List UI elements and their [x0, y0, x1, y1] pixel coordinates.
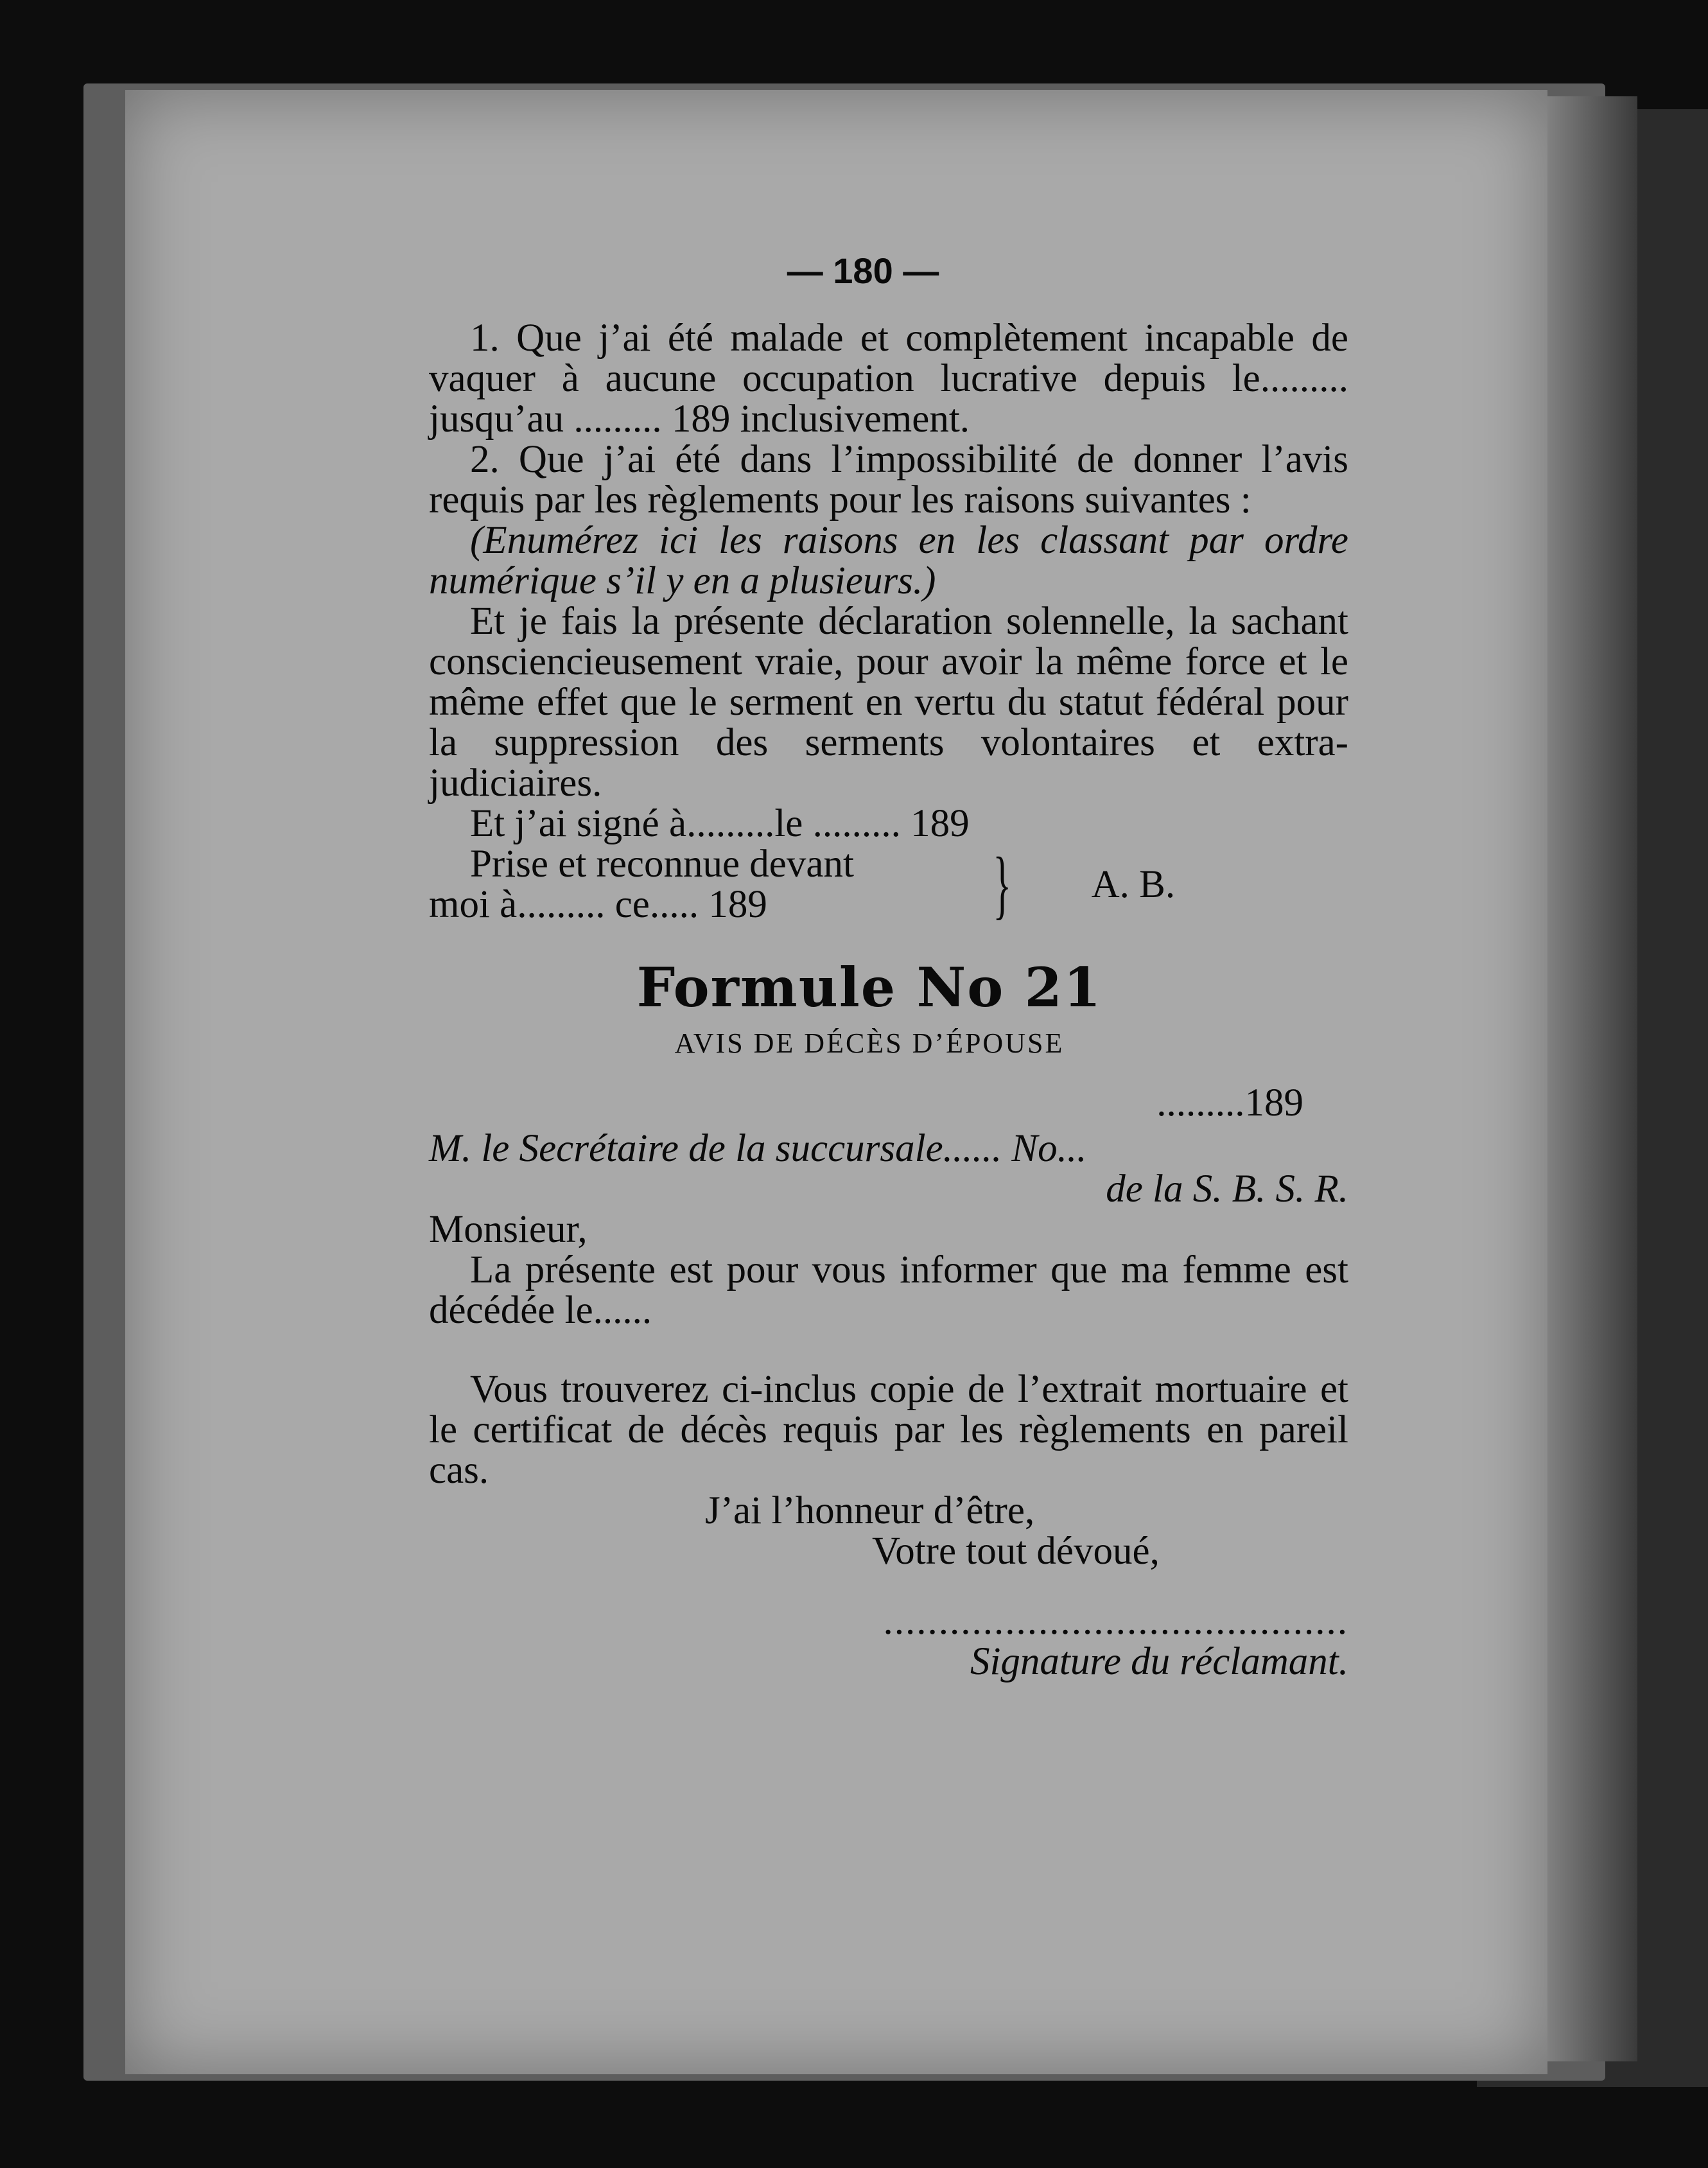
address-line-2: de la S. B. S. R. — [1106, 1167, 1348, 1211]
date-line: .........189 — [1156, 1081, 1303, 1124]
declaration-paragraph: Et je fais la présente déclaration solennelle, la sachant consciencieusement vraie, pour avoir la même force et le même effet que le serment en vertu du statut fédéral pour la suppression des serments volontaires et extra-judiciaires. — [429, 600, 1348, 805]
paragraph-1: 1. Que j’ai été malade et complètement incapable de vaquer à aucune occupation lucrative depuis le......... jusqu’au ......... 189 inclusivement. — [429, 317, 1348, 441]
signature-label: Signature du réclamant. — [970, 1640, 1348, 1683]
body-paragraph-2: Vous trouverez ci-inclus copie de l’extrait mortuaire et le certificat de décès requis par les règlements en pareil cas. — [429, 1368, 1348, 1492]
attestation-line-2: moi à......... ce..... 189 — [429, 883, 767, 926]
address-line-1: M. le Secrétaire de la succursale...... No... — [429, 1127, 1087, 1170]
brace-icon: } — [993, 841, 1012, 927]
attestation-block — [429, 841, 1348, 927]
instruction-note: (Enumérez ici les raisons en les classant par ordre numérique s’il y en a plusieurs.) — [429, 519, 1348, 602]
spacer — [429, 1331, 1348, 1369]
signed-line: Et j’ai signé à.........le ......... 189 — [470, 802, 970, 845]
paragraph-2: 2. Que j’ai été dans l’impossibilité de donner l’avis requis par les règlements pour les raisons suivantes : — [429, 438, 1348, 521]
body-paragraph-1: La présente est pour vous informer que ma femme est décédée le...... — [429, 1248, 1348, 1332]
salutation: Monsieur, — [429, 1208, 588, 1251]
signature-line: .......................................... — [883, 1600, 1348, 1643]
closing-line-1: J’ai l’honneur d’être, — [705, 1489, 1035, 1532]
initials: A. B. — [1091, 862, 1176, 906]
page-number: — 180 — — [787, 250, 939, 291]
attestation-line-1: Prise et reconnue devant — [470, 843, 854, 886]
page-text — [429, 250, 1348, 1682]
form-subtitle: AVIS DE DÉCÈS D’ÉPOUSE — [674, 1027, 1065, 1059]
attestation-text — [429, 844, 981, 925]
form-title: Formule No 21 — [636, 956, 1102, 1019]
closing-line-2: Votre tout dévoué, — [872, 1530, 1160, 1573]
